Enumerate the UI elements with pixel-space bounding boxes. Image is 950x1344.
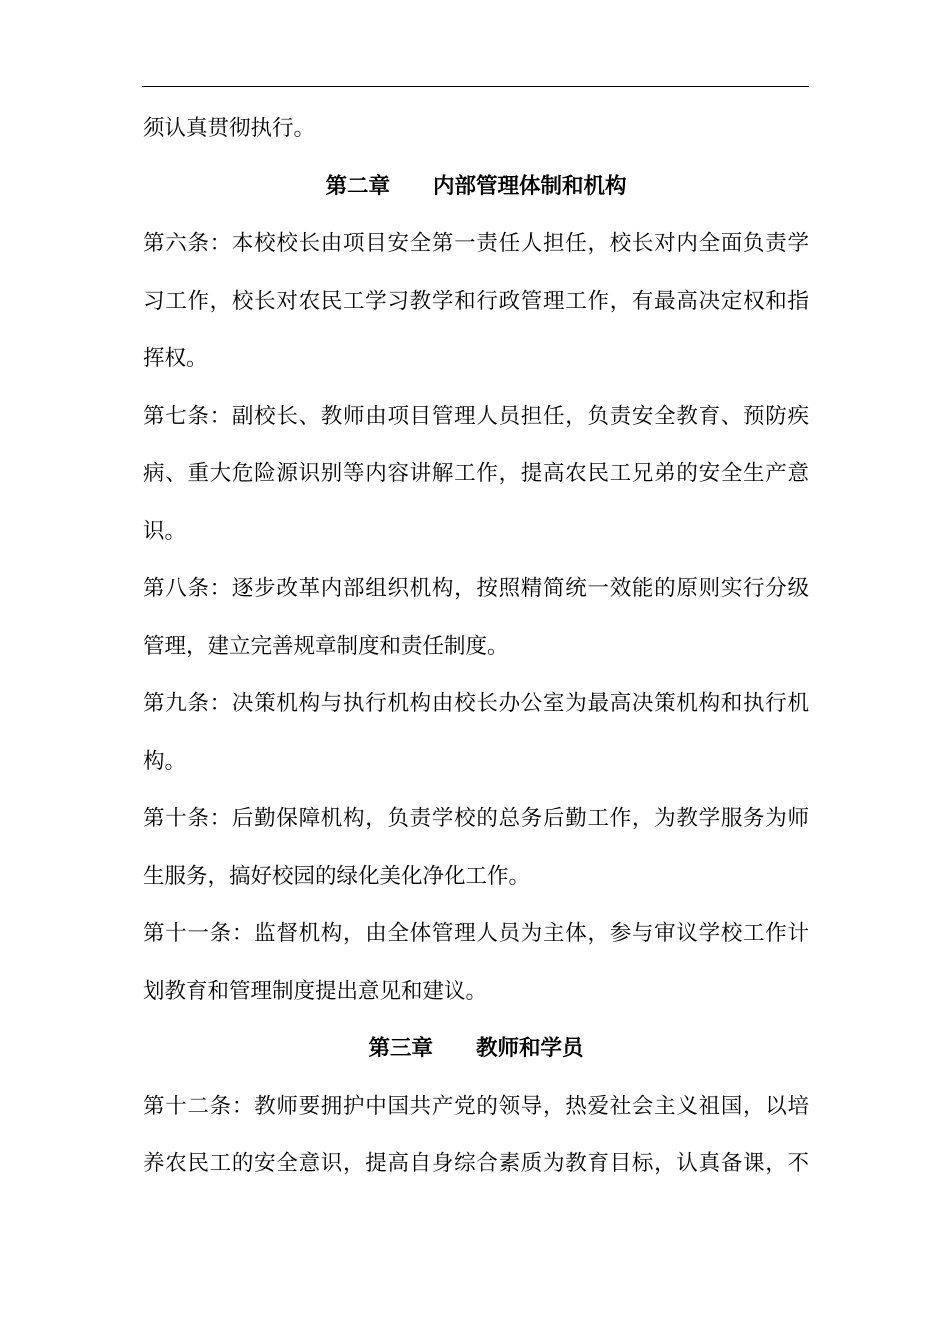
line-14 [143,905,809,963]
paragraph-line: 识。 [143,518,187,544]
line-11 [143,733,809,791]
paragraph-line: 须认真贯彻执行。 [143,116,316,141]
line-2 [143,215,809,273]
paragraph-line: 病、重大危险源识别等内容讲解工作，提高农民工兄弟的安全生产意 [143,461,809,486]
line-5 [143,388,809,446]
paragraph-line: 第十条：后勤保障机构，负责学校的总务后勤工作，为教学服务为师 [143,806,809,831]
line-10 [143,675,809,733]
paragraph-line: 第六条：本校校长由项目安全第一责任人担任，校长对内全面负责学 [143,231,809,256]
paragraph-line: 第十一条：监督机构，由全体管理人员为主体，参与审议学校工作计 [143,921,809,946]
paragraph-line: 第七条：副校长、教师由项目管理人员担任，负责安全教育、预防疾 [143,403,809,429]
paragraph-line: 第九条：决策机构与执行机构由校长办公室为最高决策机构和执行机 [143,691,809,716]
header-rule [142,86,809,87]
paragraph-line: 养农民工的安全意识，提高自身综合素质为教育目标，认真备课，不 [143,1151,809,1176]
line-8 [143,560,809,618]
line-16 [143,1020,809,1078]
paragraph-line: 划教育和管理制度提出意见和建议。 [143,978,488,1004]
line-18 [143,1135,809,1193]
line-12 [143,790,809,848]
paragraph-line: 第十二条：教师要拥护中国共产党的领导，热爱社会主义祖国，以培 [143,1093,809,1119]
paragraph-line: 管理，建立完善规章制度和责任制度。 [143,633,509,659]
line-3 [143,273,809,331]
line-4 [143,330,809,388]
line-9 [143,618,809,676]
line-15 [143,963,809,1021]
document-body [143,100,809,1193]
line-6 [143,445,809,503]
chapter-heading: 第三章 教师和学员 [368,1036,584,1061]
chapter-heading: 第二章 内部管理体制和机构 [325,173,627,199]
paragraph-line: 挥权。 [143,346,208,371]
paragraph-line: 构。 [143,748,187,774]
line-1 [143,158,809,216]
line-13 [143,848,809,906]
line-7 [143,503,809,561]
paragraph-line: 第八条：逐步改革内部组织机构，按照精简统一效能的原则实行分级 [143,576,809,601]
paragraph-line: 习工作，校长对农民工学习教学和行政管理工作，有最高决定权和指 [143,288,809,314]
line-0 [143,100,809,158]
paragraph-line: 生服务，搞好校园的绿化美化净化工作。 [143,863,531,889]
line-17 [143,1078,809,1136]
